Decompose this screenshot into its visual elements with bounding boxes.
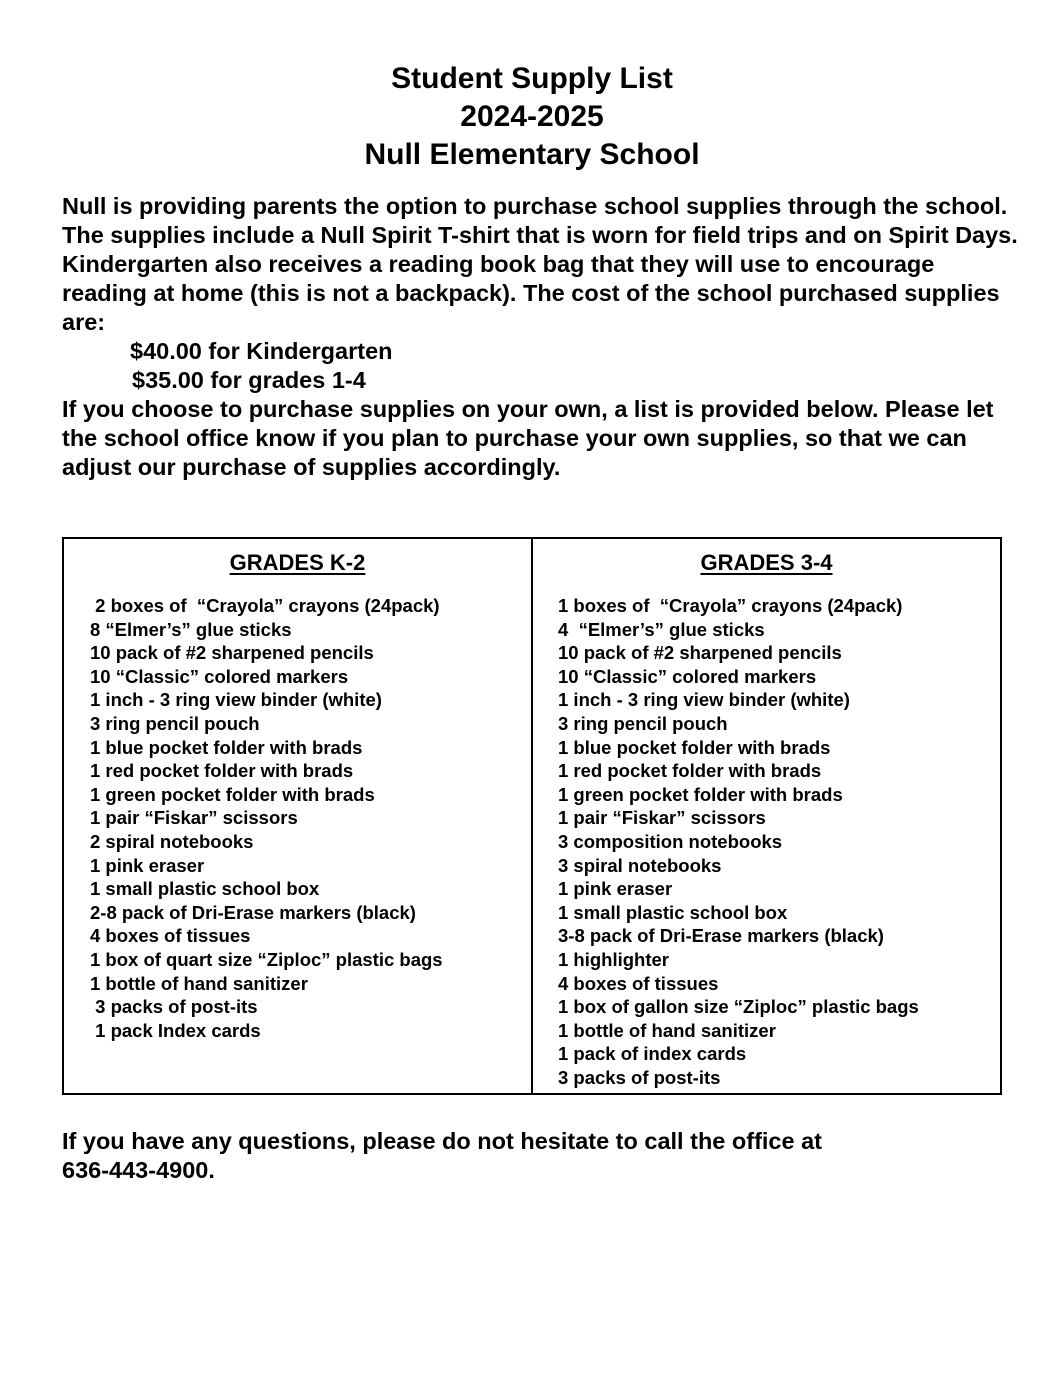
list-item: 4 “Elmer’s” glue sticks bbox=[558, 618, 765, 640]
grades-3-4-heading: GRADES 3-4 bbox=[700, 550, 833, 575]
intro-paragraph: Null is providing parents the option to purchase school supplies through the school. The supplies include a Null Spirit T-shirt that is worn for field trips and on Spirit Days. Kindergarten also receives a reading book bag that they will use to encourage reading at home (this is not a backpack). The cost of the school purchased supplies are: bbox=[62, 193, 1018, 335]
grades-3-4-list bbox=[533, 594, 1000, 1089]
intro-section bbox=[62, 192, 1022, 482]
list-item: 1 red pocket folder with brads bbox=[558, 760, 822, 782]
supply-table bbox=[62, 537, 1002, 1095]
list-item: 3 packs of post-its bbox=[558, 1066, 721, 1088]
grades-3-4-column bbox=[531, 539, 1000, 1093]
list-item: 3 packs of post-its bbox=[90, 996, 258, 1018]
list-item: 1 pink eraser bbox=[558, 878, 673, 900]
list-item: 10 pack of #2 sharpened pencils bbox=[558, 642, 842, 664]
list-item: 1 small plastic school box bbox=[558, 901, 788, 923]
list-item: 10 “Classic” colored markers bbox=[558, 665, 817, 687]
list-item: 3 ring pencil pouch bbox=[558, 712, 728, 734]
list-item: 1 bottle of hand sanitizer bbox=[90, 972, 308, 994]
list-item: 1 blue pocket folder with brads bbox=[558, 736, 831, 758]
grades-k2-list bbox=[64, 594, 531, 1042]
list-item: 2 boxes of “Crayola” crayons (24pack) bbox=[90, 595, 440, 616]
document-title-block bbox=[0, 60, 1064, 174]
list-item: 1 boxes of “Crayola” crayons (24pack) bbox=[558, 595, 903, 616]
footer-text: If you have any questions, please do not hesitate to call the office at bbox=[62, 1128, 822, 1154]
list-item: 10 pack of #2 sharpened pencils bbox=[90, 642, 374, 664]
list-item: 1 pack of index cards bbox=[558, 1043, 747, 1065]
school-name: Null Elementary School bbox=[364, 138, 700, 171]
list-item: 1 pair “Fiskar” scissors bbox=[558, 807, 766, 829]
list-item: 1 box of quart size “Ziploc” plastic bags bbox=[90, 948, 443, 970]
list-item: 10 “Classic” colored markers bbox=[90, 665, 349, 687]
document-title: Student Supply List bbox=[391, 62, 673, 95]
list-item: 4 boxes of tissues bbox=[558, 972, 719, 994]
school-year: 2024-2025 bbox=[460, 100, 604, 133]
list-item: 8 “Elmer’s” glue sticks bbox=[90, 618, 292, 640]
list-item: 1 pack Index cards bbox=[90, 1019, 261, 1041]
list-item: 1 pair “Fiskar” scissors bbox=[90, 807, 298, 829]
footer-contact bbox=[62, 1127, 1022, 1185]
list-item: 1 box of gallon size “Ziploc” plastic bags bbox=[558, 996, 919, 1018]
price-grades: $35.00 for grades 1-4 bbox=[132, 367, 366, 393]
list-item: 1 inch - 3 ring view binder (white) bbox=[558, 689, 850, 711]
list-item: 1 highlighter bbox=[558, 948, 669, 970]
list-item: 1 inch - 3 ring view binder (white) bbox=[90, 689, 382, 711]
list-item: 3 spiral notebooks bbox=[558, 854, 722, 876]
list-item: 2-8 pack of Dri-Erase markers (black) bbox=[90, 901, 416, 923]
grades-k2-heading: GRADES K-2 bbox=[229, 550, 366, 575]
list-item: 2 spiral notebooks bbox=[90, 830, 254, 852]
list-item: 1 bottle of hand sanitizer bbox=[558, 1019, 776, 1041]
list-item: 1 red pocket folder with brads bbox=[90, 760, 354, 782]
list-item: 1 small plastic school box bbox=[90, 878, 320, 900]
own-supplies-paragraph: If you choose to purchase supplies on your own, a list is provided below. Please let the school office know if you plan to purchase your own supplies, so that we can adjust our purchase of supplies accordingly. bbox=[62, 396, 994, 480]
list-item: 1 green pocket folder with brads bbox=[558, 783, 843, 805]
list-item: 1 pink eraser bbox=[90, 854, 205, 876]
grades-k2-column bbox=[64, 539, 531, 1093]
office-phone: 636-443-4900. bbox=[62, 1157, 215, 1183]
list-item: 3-8 pack of Dri-Erase markers (black) bbox=[558, 925, 884, 947]
list-item: 1 green pocket folder with brads bbox=[90, 783, 375, 805]
list-item: 1 blue pocket folder with brads bbox=[90, 736, 363, 758]
list-item: 4 boxes of tissues bbox=[90, 925, 251, 947]
price-kindergarten: $40.00 for Kindergarten bbox=[130, 338, 393, 364]
list-item: 3 composition notebooks bbox=[558, 830, 783, 852]
list-item: 3 ring pencil pouch bbox=[90, 712, 260, 734]
